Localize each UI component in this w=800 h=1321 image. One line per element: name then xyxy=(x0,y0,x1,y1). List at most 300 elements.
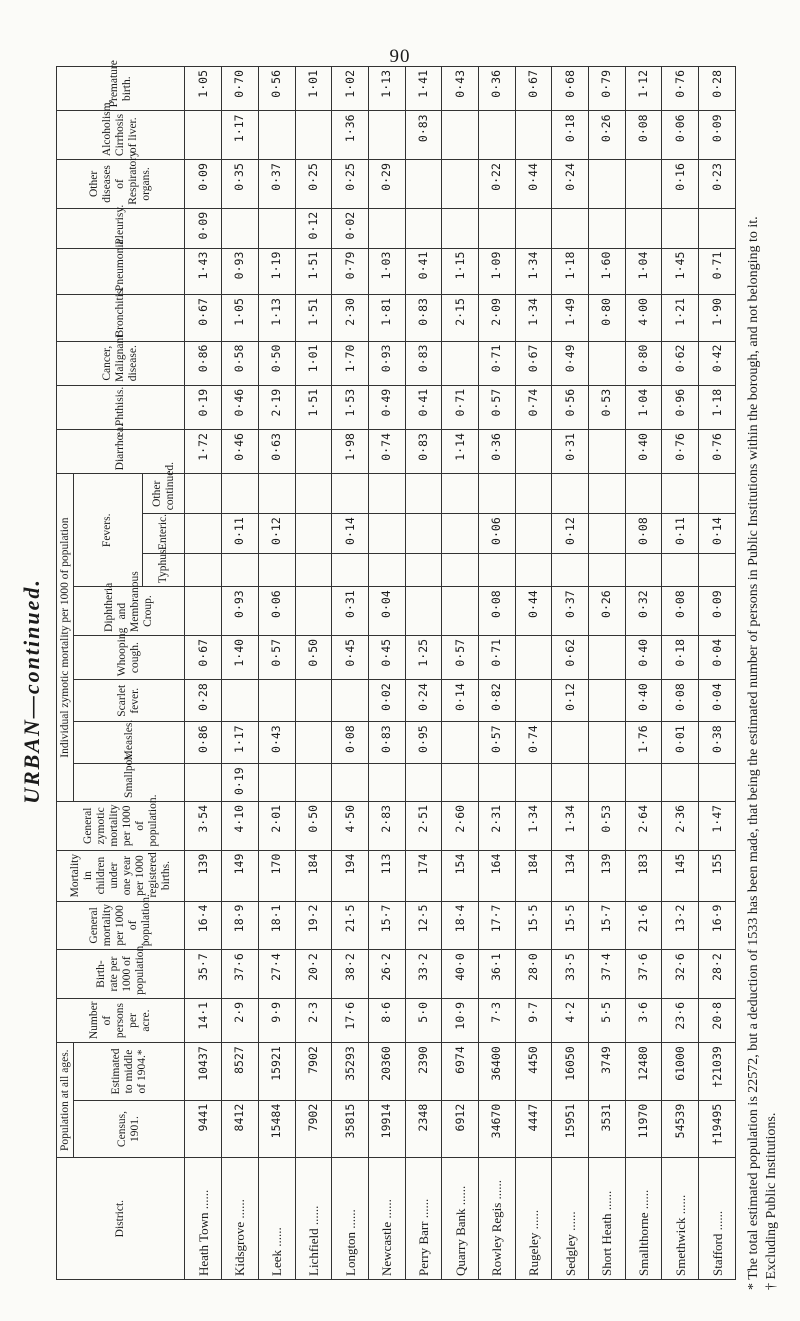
cell-birth: 37·4 xyxy=(589,950,626,999)
cell-alcoholism: 0·09 xyxy=(699,111,736,160)
cell-general: 16·9 xyxy=(699,901,736,950)
cell-measles: 0·57 xyxy=(478,722,515,764)
cell-enteric: 0·06 xyxy=(478,514,515,554)
cell-other-resp: 0·09 xyxy=(185,160,222,209)
table-row xyxy=(185,67,222,1280)
cell-phthisis: 0·57 xyxy=(478,385,515,429)
cell-general: 21·5 xyxy=(332,901,369,950)
cell-scarlet: 0·24 xyxy=(405,680,442,722)
cell-premature: 0·76 xyxy=(662,67,699,111)
cell-density: 20·8 xyxy=(699,998,736,1042)
cell-phthisis: 0·19 xyxy=(185,385,222,429)
cell-measles xyxy=(442,722,479,764)
cell-birth: 36·1 xyxy=(478,950,515,999)
district-cell: Short Heath ...... xyxy=(589,1158,626,1280)
cell-cancer: 0·71 xyxy=(478,341,515,385)
cell-typhus xyxy=(662,554,699,587)
rotated-table-container xyxy=(56,60,736,1280)
table-row xyxy=(332,67,369,1280)
cell-typhus xyxy=(185,554,222,587)
cell-diarrhoea: 1·98 xyxy=(332,430,369,474)
cell-measles: 0·43 xyxy=(258,722,295,764)
cell-typhus xyxy=(625,554,662,587)
cell-smallpox xyxy=(699,764,736,802)
cell-other-fevers xyxy=(625,474,662,514)
cell-alcoholism: 1·36 xyxy=(332,111,369,160)
cell-diphtheria xyxy=(442,587,479,636)
cell-smallpox xyxy=(515,764,552,802)
cell-enteric: 0·11 xyxy=(222,514,259,554)
cell-zymotic: 1·34 xyxy=(552,801,589,850)
cell-enteric: 0·12 xyxy=(552,514,589,554)
table-row xyxy=(478,67,515,1280)
table-row xyxy=(699,67,736,1280)
cell-diphtheria: 0·32 xyxy=(625,587,662,636)
col-alcoholism: Alcoholism, Cirrhosis of liver. xyxy=(57,111,185,160)
cell-infant: 145 xyxy=(662,850,699,901)
cell-scarlet: 0·12 xyxy=(552,680,589,722)
cell-premature: 1·41 xyxy=(405,67,442,111)
cell-whooping: 0·45 xyxy=(368,635,405,679)
cell-measles: 0·08 xyxy=(332,722,369,764)
cell-diphtheria: 0·26 xyxy=(589,587,626,636)
cell-pneumonia: 0·71 xyxy=(699,248,736,294)
col-enteric: Enteric. xyxy=(142,514,185,554)
cell-diarrhoea: 0·46 xyxy=(222,430,259,474)
cell-typhus xyxy=(332,554,369,587)
cell-diarrhoea: 0·76 xyxy=(699,430,736,474)
cell-enteric xyxy=(405,514,442,554)
page-number: 90 xyxy=(389,46,411,67)
cell-density: 9·7 xyxy=(515,998,552,1042)
cell-density: 23·6 xyxy=(662,998,699,1042)
cell-pleurisy: 0·09 xyxy=(185,208,222,248)
cell-premature: 1·13 xyxy=(368,67,405,111)
district-cell: Newcastle ...... xyxy=(368,1158,405,1280)
cell-pneumonia: 1·43 xyxy=(185,248,222,294)
cell-pleurisy xyxy=(442,208,479,248)
cell-infant: 184 xyxy=(295,850,332,901)
cell-premature: 0·67 xyxy=(515,67,552,111)
cell-estimated: 7902 xyxy=(295,1043,332,1101)
cell-estimated: 35293 xyxy=(332,1043,369,1101)
cell-other-resp: 0·25 xyxy=(332,160,369,209)
cell-zymotic: 2·64 xyxy=(625,801,662,850)
cell-typhus xyxy=(368,554,405,587)
cell-birth: 26·2 xyxy=(368,950,405,999)
cell-pneumonia: 1·09 xyxy=(478,248,515,294)
cell-other-fevers xyxy=(442,474,479,514)
cell-census: 3531 xyxy=(589,1100,626,1158)
cell-zymotic: 2·31 xyxy=(478,801,515,850)
cell-phthisis: 0·41 xyxy=(405,385,442,429)
cell-other-fevers xyxy=(478,474,515,514)
cell-other-fevers xyxy=(662,474,699,514)
cell-alcoholism xyxy=(185,111,222,160)
cell-census: 11970 xyxy=(625,1100,662,1158)
footnotes xyxy=(740,70,790,1310)
cell-alcoholism xyxy=(442,111,479,160)
cell-estimated: 3749 xyxy=(589,1043,626,1101)
cell-infant: 170 xyxy=(258,850,295,901)
cell-census: 15951 xyxy=(552,1100,589,1158)
cell-zymotic: 4·50 xyxy=(332,801,369,850)
cell-density: 4·2 xyxy=(552,998,589,1042)
cell-pneumonia: 1·04 xyxy=(625,248,662,294)
cell-birth: 28·0 xyxy=(515,950,552,999)
cell-diarrhoea: 0·74 xyxy=(368,430,405,474)
cell-diarrhoea: 1·72 xyxy=(185,430,222,474)
cell-whooping: 1·25 xyxy=(405,635,442,679)
cell-smallpox xyxy=(442,764,479,802)
cell-scarlet: 0·14 xyxy=(442,680,479,722)
cell-other-resp xyxy=(442,160,479,209)
cell-census: 54539 xyxy=(662,1100,699,1158)
col-persons-per-acre: Number of persons per acre. xyxy=(57,998,185,1042)
cell-smallpox xyxy=(552,764,589,802)
cell-whooping: 0·18 xyxy=(662,635,699,679)
cell-alcoholism: 0·83 xyxy=(405,111,442,160)
cell-bronchitis: 1·90 xyxy=(699,295,736,341)
cell-scarlet xyxy=(332,680,369,722)
cell-smallpox xyxy=(405,764,442,802)
cell-phthisis: 0·74 xyxy=(515,385,552,429)
cell-infant: 183 xyxy=(625,850,662,901)
cell-birth: 35·7 xyxy=(185,950,222,999)
cell-smallpox xyxy=(332,764,369,802)
cell-bronchitis: 1·21 xyxy=(662,295,699,341)
cell-measles: 0·01 xyxy=(662,722,699,764)
cell-bronchitis: 2·15 xyxy=(442,295,479,341)
cell-alcoholism: 0·06 xyxy=(662,111,699,160)
cell-enteric xyxy=(442,514,479,554)
cell-enteric xyxy=(185,514,222,554)
cell-pleurisy xyxy=(258,208,295,248)
cell-estimated: 6974 xyxy=(442,1043,479,1101)
cell-measles: 1·76 xyxy=(625,722,662,764)
cell-other-fevers xyxy=(368,474,405,514)
cell-general: 15·7 xyxy=(589,901,626,950)
cell-density: 17·6 xyxy=(332,998,369,1042)
cell-census: 6912 xyxy=(442,1100,479,1158)
cell-zymotic: 2·83 xyxy=(368,801,405,850)
cell-whooping: 0·04 xyxy=(699,635,736,679)
cell-smallpox: 0·19 xyxy=(222,764,259,802)
cell-measles xyxy=(552,722,589,764)
cell-diarrhoea: 0·36 xyxy=(478,430,515,474)
cell-estimated: 4450 xyxy=(515,1043,552,1101)
district-cell: Longton ...... xyxy=(332,1158,369,1280)
cell-alcoholism xyxy=(368,111,405,160)
district-cell: Lichfield ...... xyxy=(295,1158,332,1280)
cell-density: 14·1 xyxy=(185,998,222,1042)
cell-smallpox xyxy=(662,764,699,802)
cell-measles: 0·86 xyxy=(185,722,222,764)
cell-pleurisy xyxy=(405,208,442,248)
cell-smallpox xyxy=(258,764,295,802)
cell-pleurisy xyxy=(222,208,259,248)
cell-diphtheria: 0·06 xyxy=(258,587,295,636)
cell-other-resp: 0·16 xyxy=(662,160,699,209)
cell-whooping: 0·40 xyxy=(625,635,662,679)
cell-density: 3·6 xyxy=(625,998,662,1042)
cell-general: 21·6 xyxy=(625,901,662,950)
cell-pneumonia: 0·41 xyxy=(405,248,442,294)
cell-diphtheria: 0·31 xyxy=(332,587,369,636)
cell-density: 9·9 xyxy=(258,998,295,1042)
cell-zymotic: 2·60 xyxy=(442,801,479,850)
cell-pneumonia: 1·34 xyxy=(515,248,552,294)
cell-phthisis: 1·53 xyxy=(332,385,369,429)
cell-enteric: 0·11 xyxy=(662,514,699,554)
cell-phthisis: 0·71 xyxy=(442,385,479,429)
cell-cancer: 1·01 xyxy=(295,341,332,385)
cell-diarrhoea: 0·40 xyxy=(625,430,662,474)
cell-cancer: 0·58 xyxy=(222,341,259,385)
cell-birth: 32·6 xyxy=(662,950,699,999)
cell-census: 34670 xyxy=(478,1100,515,1158)
cell-phthisis: 2·19 xyxy=(258,385,295,429)
col-measles: Measles. xyxy=(74,722,185,764)
cell-scarlet: 0·82 xyxy=(478,680,515,722)
cell-general: 18·4 xyxy=(442,901,479,950)
col-estimated: Estimated to middle of 1904.* xyxy=(74,1043,185,1101)
cell-premature: 0·56 xyxy=(258,67,295,111)
cell-general: 18·9 xyxy=(222,901,259,950)
cell-estimated: †21039 xyxy=(699,1043,736,1101)
cell-zymotic: 0·53 xyxy=(589,801,626,850)
cell-pneumonia: 1·15 xyxy=(442,248,479,294)
cell-cancer: 0·49 xyxy=(552,341,589,385)
district-cell: Heath Town ...... xyxy=(185,1158,222,1280)
cell-diarrhoea: 1·14 xyxy=(442,430,479,474)
cell-premature: 1·01 xyxy=(295,67,332,111)
cell-estimated: 12480 xyxy=(625,1043,662,1101)
cell-estimated: 8527 xyxy=(222,1043,259,1101)
cell-zymotic: 2·01 xyxy=(258,801,295,850)
cell-diphtheria: 0·37 xyxy=(552,587,589,636)
cell-typhus xyxy=(442,554,479,587)
cell-other-resp xyxy=(589,160,626,209)
cell-estimated: 10437 xyxy=(185,1043,222,1101)
table-row xyxy=(552,67,589,1280)
cell-smallpox xyxy=(368,764,405,802)
cell-typhus xyxy=(222,554,259,587)
cell-diarrhoea xyxy=(589,430,626,474)
cell-density: 5·0 xyxy=(405,998,442,1042)
cell-pleurisy: 0·12 xyxy=(295,208,332,248)
cell-alcoholism xyxy=(258,111,295,160)
cell-enteric: 0·08 xyxy=(625,514,662,554)
cell-birth: 38·2 xyxy=(332,950,369,999)
cell-scarlet: 0·08 xyxy=(662,680,699,722)
cell-general: 19·2 xyxy=(295,901,332,950)
cell-alcoholism: 0·26 xyxy=(589,111,626,160)
col-census: Census, 1901. xyxy=(74,1100,185,1158)
cell-zymotic: 1·34 xyxy=(515,801,552,850)
cell-other-fevers xyxy=(222,474,259,514)
cell-census: †19495 xyxy=(699,1100,736,1158)
cell-bronchitis: 1·13 xyxy=(258,295,295,341)
cell-other-resp: 0·29 xyxy=(368,160,405,209)
table-row xyxy=(515,67,552,1280)
cell-bronchitis: 1·05 xyxy=(222,295,259,341)
cell-diphtheria: 0·08 xyxy=(662,587,699,636)
cell-bronchitis: 2·09 xyxy=(478,295,515,341)
cell-cancer: 0·80 xyxy=(625,341,662,385)
cell-enteric xyxy=(295,514,332,554)
cell-pneumonia: 1·60 xyxy=(589,248,626,294)
cell-phthisis: 1·18 xyxy=(699,385,736,429)
col-smallpox: Smallpox. xyxy=(74,764,185,802)
cell-census: 4447 xyxy=(515,1100,552,1158)
cell-bronchitis: 1·81 xyxy=(368,295,405,341)
cell-zymotic: 4·10 xyxy=(222,801,259,850)
cell-zymotic: 0·50 xyxy=(295,801,332,850)
cell-enteric xyxy=(589,514,626,554)
cell-zymotic: 2·51 xyxy=(405,801,442,850)
cell-pleurisy xyxy=(625,208,662,248)
cell-other-resp: 0·23 xyxy=(699,160,736,209)
cell-other-fevers xyxy=(185,474,222,514)
cell-other-fevers xyxy=(515,474,552,514)
cell-general: 12·5 xyxy=(405,901,442,950)
cell-enteric xyxy=(515,514,552,554)
cell-birth: 27·4 xyxy=(258,950,295,999)
col-individual-zymotic-group: Individual zymotic mortality per 1000 of population xyxy=(57,474,74,802)
running-head-text: URBAN—continued. xyxy=(19,577,44,804)
cell-scarlet xyxy=(295,680,332,722)
cell-estimated: 2390 xyxy=(405,1043,442,1101)
cell-diphtheria: 0·08 xyxy=(478,587,515,636)
cell-whooping: 0·57 xyxy=(442,635,479,679)
col-phthisis: Phthisis. xyxy=(57,385,185,429)
cell-whooping: 0·50 xyxy=(295,635,332,679)
cell-whooping xyxy=(589,635,626,679)
cell-premature: 0·68 xyxy=(552,67,589,111)
cell-measles xyxy=(589,722,626,764)
header-row-1 xyxy=(57,67,74,1280)
cell-other-resp: 0·25 xyxy=(295,160,332,209)
cell-birth: 33·5 xyxy=(552,950,589,999)
cell-bronchitis: 0·83 xyxy=(405,295,442,341)
cell-diphtheria xyxy=(405,587,442,636)
cell-phthisis: 1·51 xyxy=(295,385,332,429)
cell-pleurisy xyxy=(552,208,589,248)
cell-enteric: 0·14 xyxy=(699,514,736,554)
col-scarlet-fever: Scarlet fever. xyxy=(74,680,185,722)
cell-enteric: 0·12 xyxy=(258,514,295,554)
cell-phthisis: 0·96 xyxy=(662,385,699,429)
cell-bronchitis: 4·00 xyxy=(625,295,662,341)
cell-scarlet xyxy=(589,680,626,722)
cell-bronchitis: 0·67 xyxy=(185,295,222,341)
col-whooping-cough: Whooping cough. xyxy=(74,635,185,679)
cell-diarrhoea xyxy=(515,430,552,474)
cell-smallpox xyxy=(589,764,626,802)
cell-zymotic: 2·36 xyxy=(662,801,699,850)
col-infant-mortality: Mortality in children under one year per 1000 registered births. xyxy=(57,850,185,901)
cell-smallpox xyxy=(478,764,515,802)
cell-diarrhoea: 0·63 xyxy=(258,430,295,474)
cell-measles: 1·17 xyxy=(222,722,259,764)
cell-whooping xyxy=(515,635,552,679)
cell-infant: 139 xyxy=(185,850,222,901)
col-fevers-group: Fevers. xyxy=(74,474,143,587)
cell-cancer xyxy=(442,341,479,385)
col-cancer: Cancer, Malignant disease. xyxy=(57,341,185,385)
cell-premature: 0·43 xyxy=(442,67,479,111)
cell-premature: 1·02 xyxy=(332,67,369,111)
table-row xyxy=(625,67,662,1280)
cell-pneumonia: 1·03 xyxy=(368,248,405,294)
cell-pleurisy xyxy=(515,208,552,248)
cell-other-resp xyxy=(625,160,662,209)
cell-general: 13·2 xyxy=(662,901,699,950)
cell-cancer: 0·86 xyxy=(185,341,222,385)
cell-general: 17·7 xyxy=(478,901,515,950)
cell-measles: 0·83 xyxy=(368,722,405,764)
cell-premature: 1·05 xyxy=(185,67,222,111)
cell-cancer: 0·62 xyxy=(662,341,699,385)
cell-alcoholism xyxy=(515,111,552,160)
cell-density: 8·6 xyxy=(368,998,405,1042)
cell-infant: 155 xyxy=(699,850,736,901)
cell-zymotic: 3·54 xyxy=(185,801,222,850)
cell-other-resp: 0·22 xyxy=(478,160,515,209)
col-diphtheria: Diphtheria and Membranous Croup. xyxy=(74,587,185,636)
cell-measles xyxy=(295,722,332,764)
cell-diarrhoea: 0·76 xyxy=(662,430,699,474)
cell-measles: 0·38 xyxy=(699,722,736,764)
cell-scarlet: 0·40 xyxy=(625,680,662,722)
cell-typhus xyxy=(258,554,295,587)
cell-general: 15·5 xyxy=(552,901,589,950)
cell-other-fevers xyxy=(699,474,736,514)
cell-scarlet: 0·04 xyxy=(699,680,736,722)
cell-whooping: 0·57 xyxy=(258,635,295,679)
cell-pleurisy xyxy=(699,208,736,248)
cell-birth: 20·2 xyxy=(295,950,332,999)
district-cell: Perry Barr ...... xyxy=(405,1158,442,1280)
cell-pneumonia: 1·45 xyxy=(662,248,699,294)
cell-density: 7·3 xyxy=(478,998,515,1042)
cell-density: 10·9 xyxy=(442,998,479,1042)
cell-cancer: 0·93 xyxy=(368,341,405,385)
cell-birth: 37·6 xyxy=(222,950,259,999)
cell-census: 15484 xyxy=(258,1100,295,1158)
cell-diphtheria xyxy=(295,587,332,636)
cell-scarlet xyxy=(222,680,259,722)
cell-cancer: 1·70 xyxy=(332,341,369,385)
col-pleurisy: Pleurisy. xyxy=(57,208,185,248)
cell-bronchitis: 1·51 xyxy=(295,295,332,341)
cell-cancer xyxy=(589,341,626,385)
cell-density: 2·9 xyxy=(222,998,259,1042)
cell-typhus xyxy=(552,554,589,587)
cell-birth: 33·2 xyxy=(405,950,442,999)
col-diarrhoea: Diarrhœa. xyxy=(57,430,185,474)
running-head xyxy=(12,60,52,1321)
cell-enteric: 0·14 xyxy=(332,514,369,554)
cell-whooping: 0·71 xyxy=(478,635,515,679)
cell-census: 2348 xyxy=(405,1100,442,1158)
cell-other-resp: 0·35 xyxy=(222,160,259,209)
cell-infant: 113 xyxy=(368,850,405,901)
cell-bronchitis: 0·80 xyxy=(589,295,626,341)
cell-birth: 37·6 xyxy=(625,950,662,999)
cell-census: 19914 xyxy=(368,1100,405,1158)
